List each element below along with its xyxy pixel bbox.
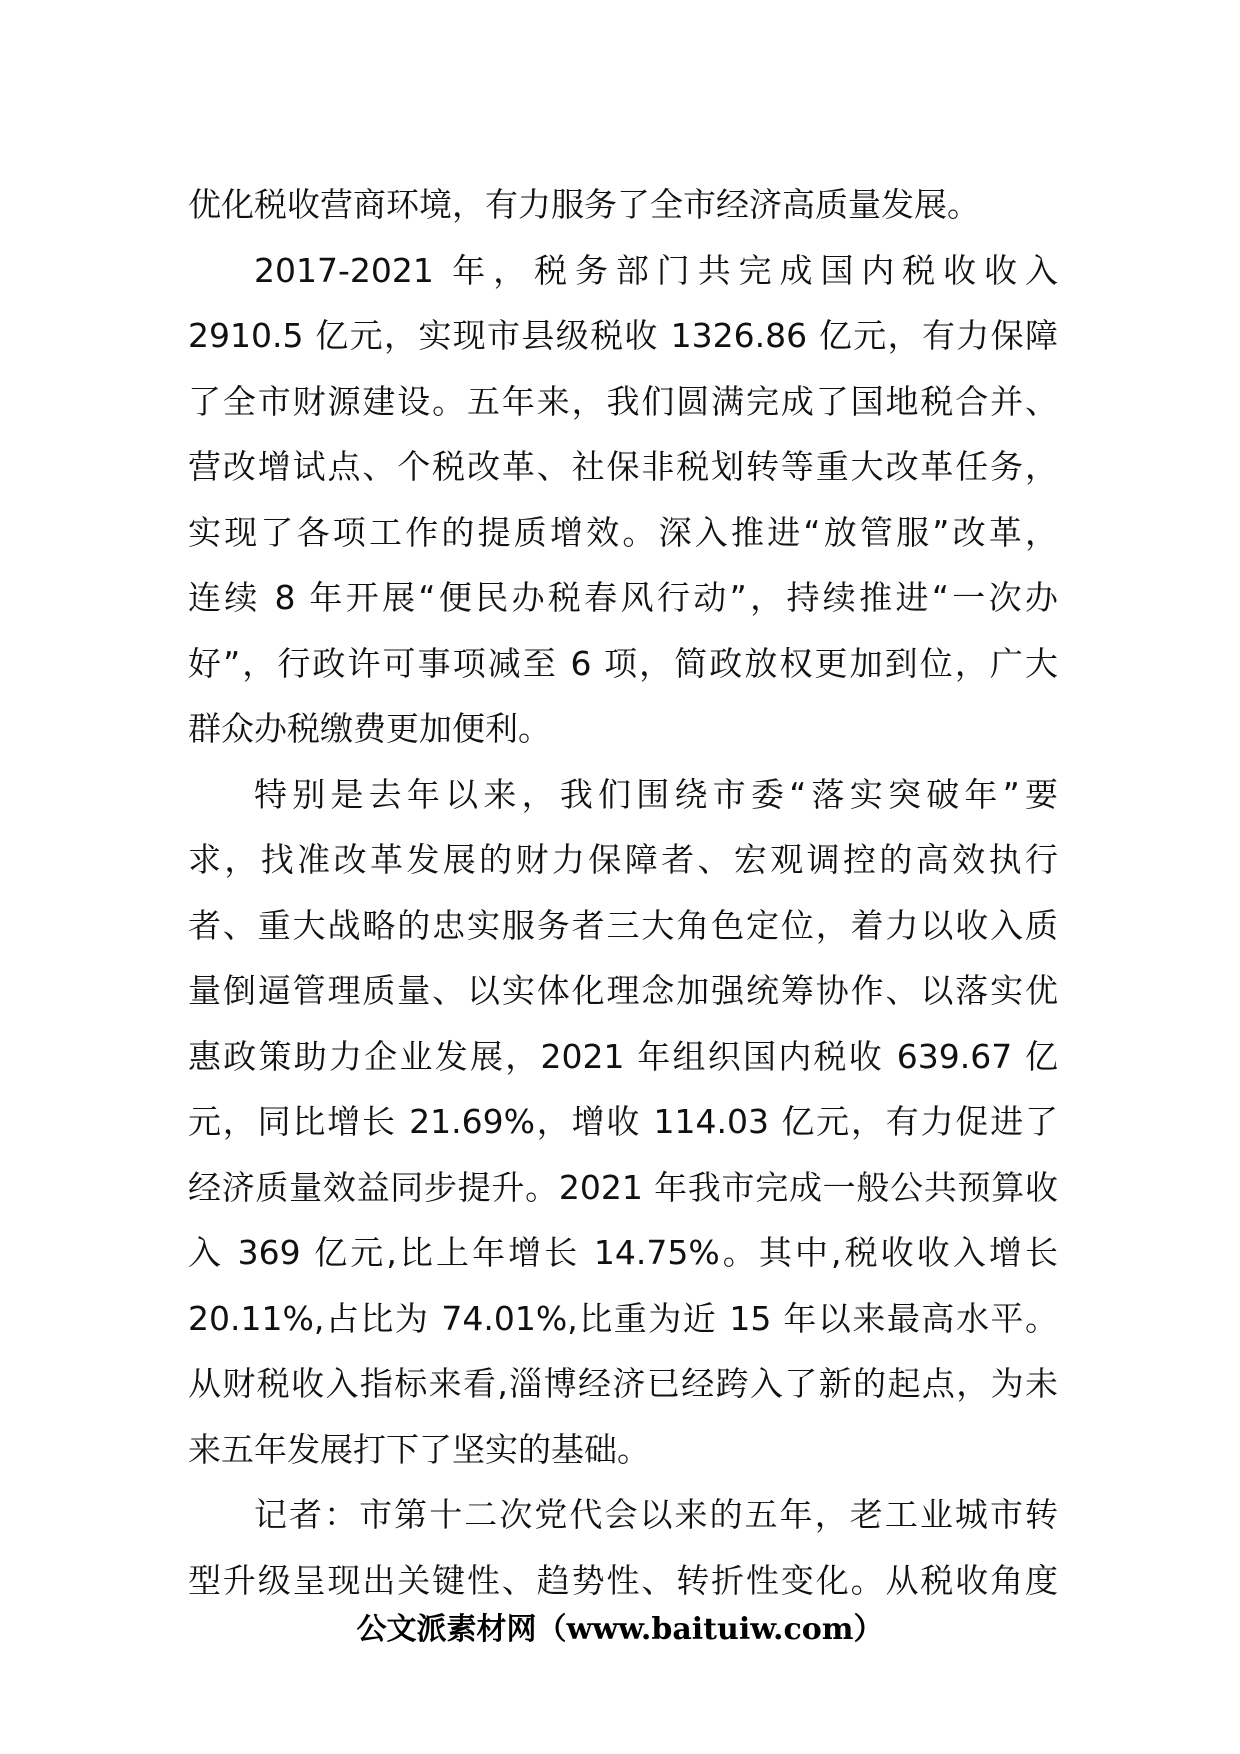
text-line: 入 369 亿元,比上年增长 14.75%。其中,税收收入增长: [188, 1233, 1058, 1272]
text-line: 者、重大战略的忠实服务者三大角色定位，着力以收入质: [188, 905, 1058, 945]
text-line: 求，找准改革发展的财力保障者、宏观调控的高效执行: [188, 840, 1058, 879]
text-line: 优化税收营商环境，有力服务了全市经济高质量发展。: [188, 185, 980, 224]
footer-watermark: 公文派素材网（www.baituiw.com）: [356, 1612, 884, 1647]
document-body: [188, 172, 1058, 1613]
text-line: 特别是去年以来，我们围绕市委“落实突破年”要: [254, 774, 1058, 814]
text-line: 2910.5 亿元，实现市县级税收 1326.86 亿元，有力保障: [188, 316, 1058, 355]
text-line: 型升级呈现出关键性、趋势性、转折性变化。从税收角度: [188, 1560, 1058, 1600]
text-line: 了全市财源建设。五年来，我们圆满完成了国地税合并、: [188, 381, 1058, 421]
text-line: 20.11%,占比为 74.01%,比重为近 15 年以来最高水平。: [188, 1298, 1058, 1338]
text-line: 好”，行政许可事项减至 6 项，简政放权更加到位，广大: [188, 643, 1058, 683]
text-line: 来五年发展打下了坚实的基础。: [188, 1429, 650, 1469]
text-line: 惠政策助力企业发展，2021 年组织国内税收 639.67 亿: [188, 1036, 1058, 1076]
text-line: 2017-2021 年，税务部门共完成国内税收收入: [254, 250, 1058, 290]
text-line: 群众办税缴费更加便利。: [188, 709, 551, 748]
text-line: 记者：市第十二次党代会以来的五年，老工业城市转: [254, 1495, 1058, 1534]
text-line: 经济质量效益同步提升。2021 年我市完成一般公共预算收: [188, 1167, 1058, 1207]
text-line: 实现了各项工作的提质增效。深入推进“放管服”改革，: [188, 512, 1058, 552]
text-line: 量倒逼管理质量、以实体化理念加强统筹协作、以落实优: [188, 971, 1058, 1010]
text-line: 元，同比增长 21.69%，增收 114.03 亿元，有力促进了: [188, 1102, 1058, 1141]
text-line: 连续 8 年开展“便民办税春风行动”，持续推进“一次办: [188, 578, 1058, 617]
text-line: 从财税收入指标来看,淄博经济已经跨入了新的起点，为未: [188, 1364, 1058, 1403]
text-line: 营改增试点、个税改革、社保非税划转等重大改革任务，: [188, 447, 1058, 486]
